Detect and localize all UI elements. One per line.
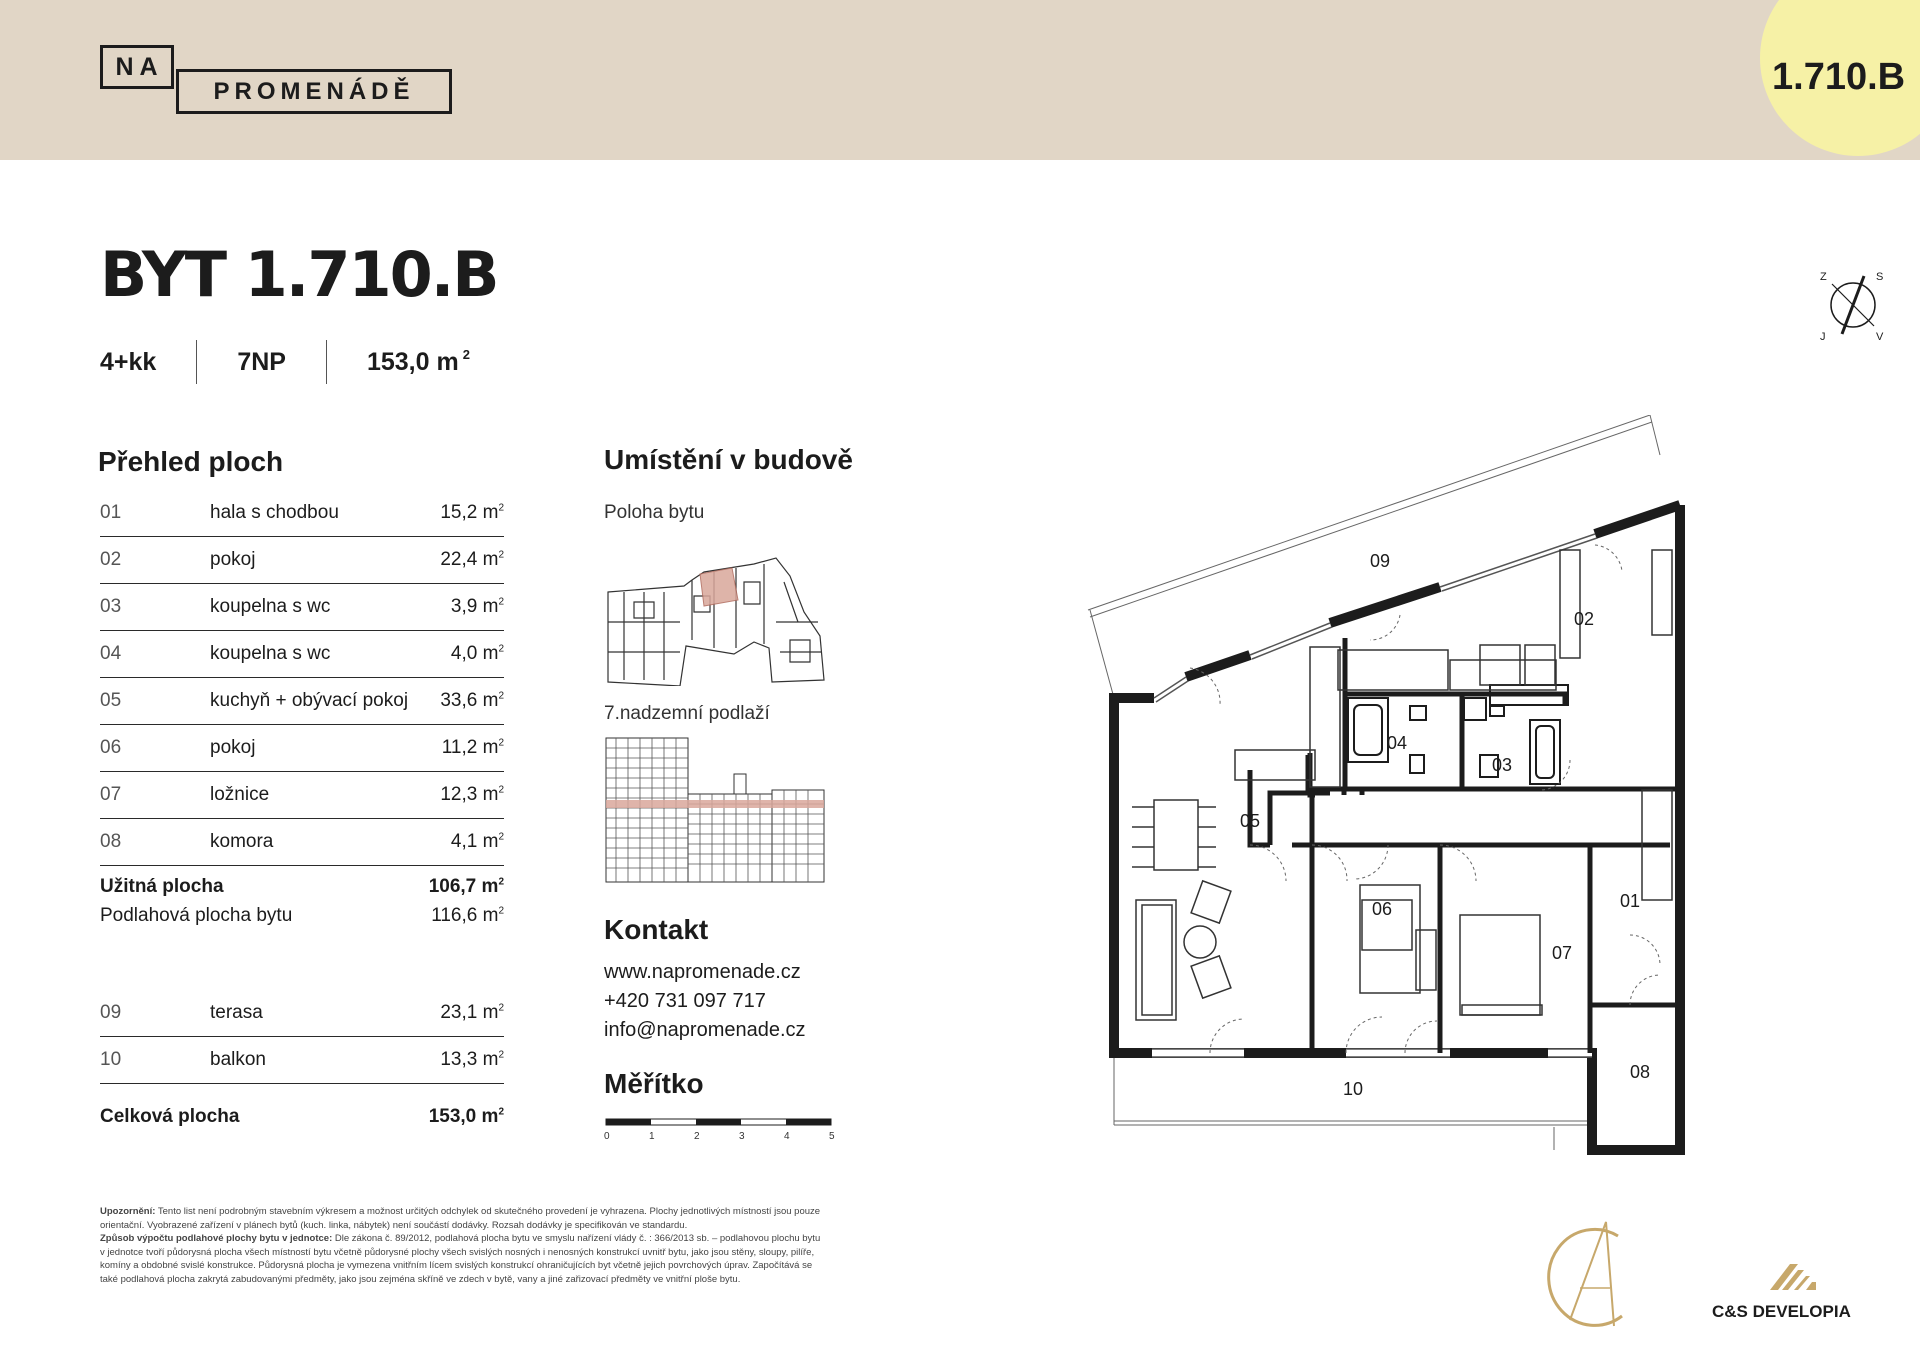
- floor-plan: [1070, 415, 1700, 1155]
- room-name: pokoj: [210, 737, 256, 758]
- room-number: 07: [100, 784, 122, 805]
- compass-z: Z: [1820, 271, 1827, 283]
- room-row: [100, 490, 504, 537]
- disclaimer-warning-label: Upozornění:: [100, 1206, 156, 1217]
- living-furniture: [1132, 800, 1542, 1020]
- room-area: [440, 549, 504, 571]
- room-name: koupelna s wc: [210, 643, 331, 664]
- room-name: komora: [210, 831, 274, 852]
- disclaimer-method-label: Způsob výpočtu podlahové plochy bytu v jednotce:: [100, 1233, 333, 1244]
- total-area-label: Celková plocha: [100, 1106, 240, 1127]
- total-area-row: [100, 1106, 504, 1128]
- developer-logo-icon: [1768, 1258, 1818, 1292]
- scale-tick-0: 0: [604, 1131, 610, 1142]
- room-area-unit: 2: [498, 596, 504, 608]
- plan-label-08: 08: [1629, 1062, 1651, 1082]
- room-area: [440, 690, 504, 712]
- usable-area-label: Užitná plocha: [100, 876, 224, 897]
- unit-badge: [1760, 0, 1920, 160]
- room-area-value: 12,3 m: [440, 784, 499, 805]
- room-area-value: 11,2 m: [441, 737, 499, 758]
- room-list: [100, 490, 504, 866]
- scale-tick-3: 3: [739, 1131, 745, 1142]
- room-name: hala s chodbou: [210, 502, 339, 523]
- balcony-rail: [1114, 1053, 1590, 1150]
- plan-label-07: 07: [1551, 943, 1573, 963]
- compass-icon: [1818, 268, 1888, 342]
- usable-area-row: [100, 876, 504, 898]
- plan-label-10: 10: [1342, 1079, 1364, 1099]
- room-number: 02: [100, 549, 122, 570]
- plan-label-03: 03: [1491, 755, 1513, 775]
- usable-area-unit: 2: [498, 876, 504, 888]
- spec-area: [327, 340, 510, 384]
- gold-monogram-logo: [1540, 1216, 1640, 1336]
- room-area-value: 3,9 m: [450, 596, 499, 617]
- total-area-unit: 2: [498, 1106, 504, 1118]
- bathroom-fixtures: [1348, 685, 1568, 784]
- room-area-unit: 2: [498, 1002, 504, 1014]
- usable-area-value: [429, 876, 504, 898]
- room-row: [100, 631, 504, 678]
- room-name: balkon: [210, 1049, 266, 1070]
- unit-specs: [100, 340, 510, 384]
- room-row: [100, 819, 504, 866]
- floor-area-number: 116,6 m: [431, 905, 499, 926]
- scale-heading: Měřítko: [604, 1068, 704, 1099]
- spec-floor: 7NP: [237, 347, 286, 376]
- room-row: [100, 537, 504, 584]
- room-area: [451, 596, 504, 618]
- room-area-unit: 2: [498, 831, 504, 843]
- disclaimer: [100, 1205, 825, 1286]
- building-elevation: [604, 734, 828, 884]
- room-area: [442, 737, 504, 759]
- brand-logo[interactable]: [100, 45, 455, 117]
- floor-area-row: [100, 905, 504, 927]
- room-area-unit: 2: [498, 549, 504, 561]
- room-area: [440, 502, 504, 524]
- room-area-value: 33,6 m: [440, 690, 499, 711]
- room-number: 01: [100, 502, 122, 523]
- brand-logo-promenade: PROMENÁDĚ: [176, 69, 452, 114]
- plan-label-02: 02: [1573, 609, 1595, 629]
- floor-area-value: [431, 905, 504, 927]
- room-area-value: 4,0 m: [450, 643, 499, 664]
- contact-website-link[interactable]: www.napromenade.cz: [604, 961, 801, 983]
- contact-email-link[interactable]: info@napromenade.cz: [604, 1019, 806, 1041]
- room-area-value: 15,2 m: [440, 502, 499, 523]
- outdoor-row: [100, 1037, 504, 1084]
- scale-tick-5: 5: [829, 1131, 835, 1142]
- plan-label-06: 06: [1371, 899, 1393, 919]
- room-area: [440, 1002, 504, 1024]
- total-area-value: [429, 1106, 504, 1128]
- scale-tick-4: 4: [784, 1131, 790, 1142]
- plan-label-04: 04: [1386, 733, 1408, 753]
- compass-v: V: [1876, 331, 1884, 342]
- scale-bar: [604, 1118, 844, 1142]
- room-area-unit: 2: [498, 690, 504, 702]
- plan-label-01: 01: [1619, 891, 1641, 911]
- location-heading: Umístění v budově: [604, 444, 853, 475]
- room-area: [440, 784, 504, 806]
- room-area-value: 22,4 m: [440, 549, 499, 570]
- usable-area-number: 106,7 m: [428, 876, 499, 897]
- plan-label-09: 09: [1369, 551, 1391, 571]
- compass-s: S: [1876, 271, 1884, 283]
- unit-badge-text: 1.710.B: [1772, 56, 1906, 98]
- outdoor-list: [100, 990, 504, 1084]
- room-area-unit: 2: [498, 643, 504, 655]
- room-number: 08: [100, 831, 122, 852]
- contact-heading: Kontakt: [604, 914, 709, 945]
- room-area-value: 23,1 m: [440, 1002, 499, 1023]
- room-area-unit: 2: [498, 737, 504, 749]
- room-area-value: 4,1 m: [450, 831, 499, 852]
- compass-j: J: [1820, 331, 1826, 342]
- plan-label-05: 05: [1239, 811, 1261, 831]
- room-name: kuchyň + obývací pokoj: [210, 690, 409, 711]
- disclaimer-method: [100, 1232, 825, 1286]
- room-area: [451, 643, 504, 665]
- contact-phone-link[interactable]: +420 731 097 717: [604, 990, 766, 1012]
- scale-tick-2: 2: [694, 1131, 700, 1142]
- developer-name: C&S DEVELOPIA: [1712, 1302, 1851, 1321]
- room-area-unit: 2: [498, 784, 504, 796]
- room-area-value: 13,3 m: [440, 1049, 499, 1070]
- room-name: koupelna s wc: [210, 596, 331, 617]
- room-number: 04: [100, 643, 122, 664]
- spec-layout: 4+kk: [100, 347, 157, 376]
- disclaimer-warning-text: Tento list není podrobným stavebním výkresem a možnost určitých odchylek od skutečného provedení je vyhrazena. Plochy jednotlivých místností jsou pouze orientační. Vyobrazené zařízení v plánech bytů (kuch. linka, nábytek) není součástí dodávky. Rozsah dodávky je specifikován ve standardu.: [100, 1206, 821, 1231]
- room-area-unit: 2: [498, 502, 504, 514]
- room-row: [100, 678, 504, 725]
- total-area-number: 153,0 m: [428, 1106, 499, 1127]
- scale-tick-1: 1: [649, 1131, 655, 1142]
- spec-area-unit: 2: [462, 346, 470, 362]
- room-number: 10: [100, 1049, 122, 1070]
- room-area-unit: 2: [498, 1049, 504, 1061]
- room-name: pokoj: [210, 549, 256, 570]
- room-row: [100, 584, 504, 631]
- room-area: [451, 831, 504, 853]
- room-number: 05: [100, 690, 122, 711]
- floor-key-plan: [604, 552, 828, 686]
- room-name: terasa: [210, 1002, 263, 1023]
- page-title: BYT 1.710.B: [100, 238, 498, 311]
- contact-block: [604, 958, 806, 1045]
- outdoor-row: [100, 990, 504, 1037]
- room-row: [100, 772, 504, 819]
- room-row: [100, 725, 504, 772]
- overview-heading: Přehled ploch: [98, 446, 284, 477]
- brand-logo-na: NA: [100, 45, 174, 89]
- spec-area-value: 153,0 m: [366, 347, 459, 376]
- floor-label: 7.nadzemní podlaží: [604, 703, 770, 724]
- disclaimer-method-text: Dle zákona č. 89/2012, podlahová plocha bytu ve smyslu nařízení vlády č. : 366/2013 sb. – podlahovou plochu bytu v jednotce tvoří půdorysná plocha všech místností bytu včetně půdorysné plochy všech svislých nosných i nenosných konstrukcí uvnitř bytu, jako jsou stěny, sloupy, pilíře, komíny a obdobné svislé konstrukce. Půdorysná plocha je vymezena vnitřním lícem svislých konstrukcí ohraničujících byt včetně jejich povrchových úprav. Započítává se také podlahová plocha zakrytá zabudovanými předměty, jako jsou zejména skříně ve zdech v bytě, vany a jiné zařizovací předměty ve vnitřní ploše bytu.: [100, 1233, 821, 1285]
- room-name: ložnice: [210, 784, 270, 805]
- floor-area-unit: 2: [498, 905, 504, 917]
- room-number: 09: [100, 1002, 122, 1023]
- room-number: 03: [100, 596, 122, 617]
- room-area: [440, 1049, 504, 1071]
- disclaimer-warning: [100, 1205, 825, 1232]
- room-number: 06: [100, 737, 122, 758]
- floor-area-label: Podlahová plocha bytu: [100, 905, 293, 926]
- position-label: Poloha bytu: [604, 502, 705, 523]
